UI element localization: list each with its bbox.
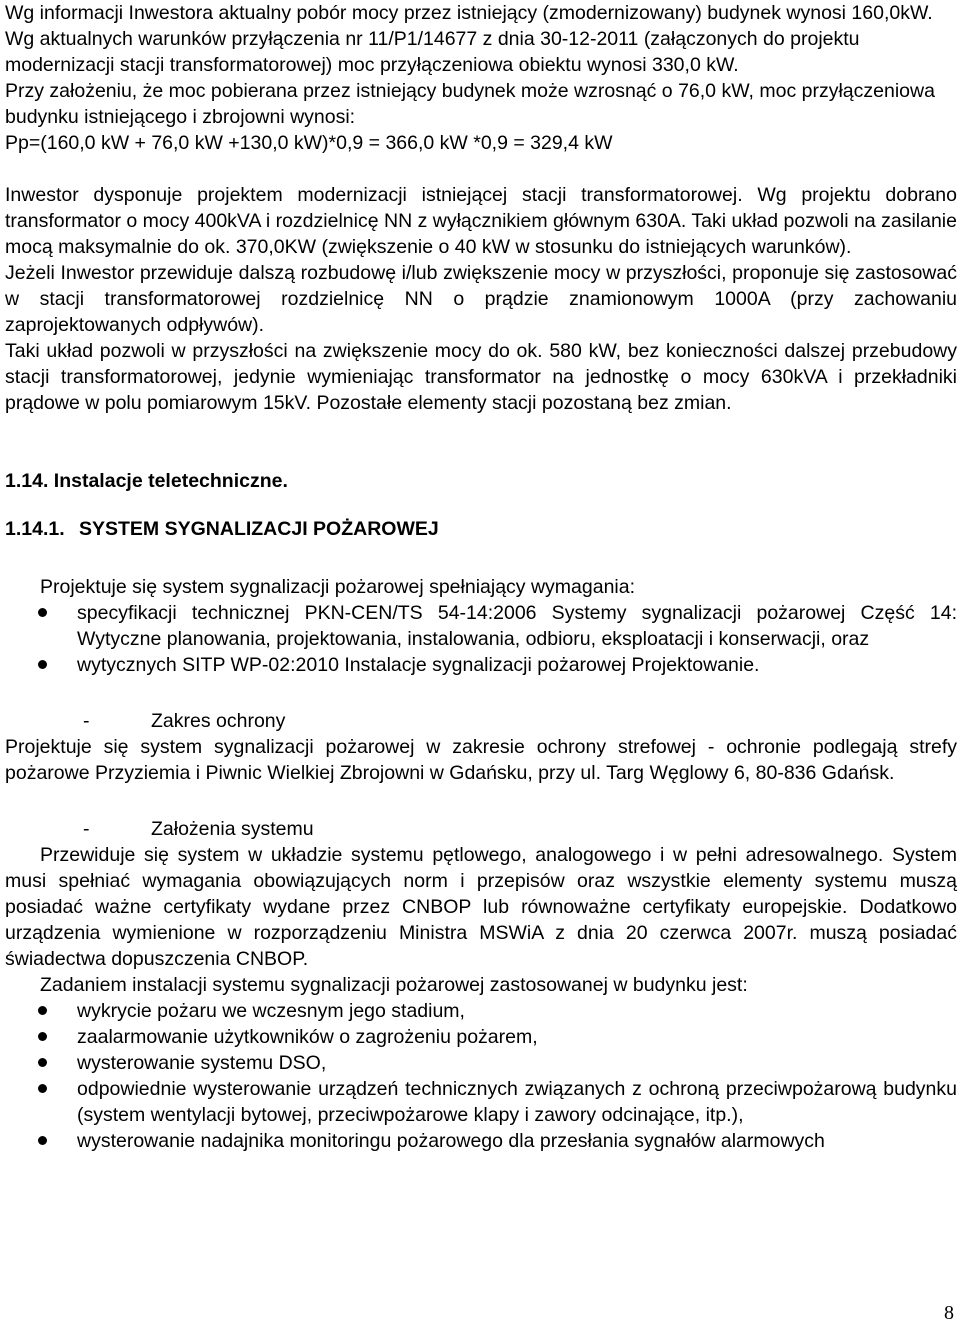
list-item: wysterowanie systemu DSO, bbox=[5, 1050, 957, 1076]
investor-paragraph-3: Taki układ pozwoli w przyszłości na zwiększenie mocy do ok. 580 kW, bez konieczności dalszej przebudowy stacji transformatorowej, jedynie wymieniając transformator na jednostkę o mocy 630kVA i przekładniki prądowe w polu pomiarowym 15kV. Pozostałe elementy stacji pozostaną bez zmian. bbox=[5, 340, 957, 414]
list-item: wykrycie pożaru we wczesnym jego stadium, bbox=[5, 998, 957, 1024]
scope-heading bbox=[5, 708, 957, 734]
section-number: 1.14. bbox=[5, 470, 49, 492]
assumptions-heading bbox=[5, 816, 957, 842]
list-item: zaalarmowanie użytkowników o zagrożeniu pożarem, bbox=[5, 1024, 957, 1050]
investor-paragraph-2: Jeżeli Inwestor przewiduje dalszą rozbudowę i/lub zwiększenie mocy w przyszłości, proponuje się zastosować w stacji transformatorowej rozdzielnicę NN o prądzie znamionowym 1000A (przy zachowaniu zaprojektowanych odpływów). bbox=[5, 262, 957, 336]
spacer bbox=[5, 786, 957, 816]
list-item: odpowiednie wysterowanie urządzeń technicznych związanych z ochroną przeciwpożarową budynku (system wentylacji bytowej, przeciwpożarowe klapy i zawory odcinające, itp.), bbox=[5, 1076, 957, 1128]
power-paragraph-2: Wg aktualnych warunków przyłączenia nr 11/P1/14677 z dnia 30-12-2011 (załączonych do projektu modernizacji stacji transformatorowej) moc przyłączeniowa obiektu wynosi 330,0 kW. bbox=[5, 28, 860, 76]
list-item: wysterowanie nadajnika monitoringu pożarowego dla przesłania sygnałów alarmowych bbox=[5, 1128, 957, 1154]
section-heading-1-14-1 bbox=[5, 516, 957, 542]
assumptions-heading-text: Założenia systemu bbox=[151, 818, 314, 840]
dash-marker: - bbox=[83, 818, 90, 840]
list-item: wytycznych SITP WP-02:2010 Instalacje sygnalizacji pożarowej Projektowanie. bbox=[5, 652, 957, 678]
spacer bbox=[5, 542, 957, 574]
list-item: specyfikacji technicznej PKN-CEN/TS 54-14:2006 Systemy sygnalizacji pożarowej Część 14: Wytyczne planowania, projektowania, instalowania, odbioru, eksploatacji i konserwacji, oraz bbox=[5, 600, 957, 652]
section-heading-1-14 bbox=[5, 468, 957, 494]
tasks-intro: Zadaniem instalacji systemu sygnalizacji pożarowej zastosowanej w budynku jest: bbox=[40, 974, 748, 996]
spacer bbox=[5, 156, 957, 182]
spacer bbox=[5, 678, 957, 708]
spacer bbox=[5, 494, 957, 516]
section-title: Instalacje teletechniczne. bbox=[53, 470, 288, 492]
spacer bbox=[5, 416, 957, 468]
scope-paragraph: Projektuje się system sygnalizacji pożarowej w zakresie ochrony strefowej - ochronie podlegają strefy pożarowe Przyziemia i Piwnic Wielkiej Zbrojowni w Gdańsku, przy ul. Targ Węglowy 6, 80-836 Gdańsk. bbox=[5, 736, 957, 784]
dash-marker: - bbox=[83, 710, 90, 732]
power-paragraph-3: Przy założeniu, że moc pobierana przez istniejący budynek może wzrosnąć o 76,0 kW, moc przyłączeniowa budynku istniejącego i zbrojowni wynosi: bbox=[5, 80, 935, 128]
section-number: 1.14.1. bbox=[5, 518, 65, 540]
power-paragraph-1: Wg informacji Inwestora aktualny pobór mocy przez istniejący (zmodernizowany) budynek wynosi 160,0kW. bbox=[5, 2, 933, 24]
power-formula: Pp=(160,0 kW + 76,0 kW +130,0 kW)*0,9 = 366,0 kW *0,9 = 329,4 kW bbox=[5, 132, 613, 154]
page-number: 8 bbox=[944, 1302, 954, 1324]
requirements-list bbox=[5, 600, 957, 678]
assumptions-paragraph: Przewiduje się system w układzie systemu pętlowego, analogowego i w pełni adresowalnego. System musi spełniać wymagania obowiązujących norm i przepisów oraz wszystkie elementy systemu muszą posiadać ważne certyfikaty wydane przez CNBOP lub równoważne certyfikaty europejskie. Dodatkowo urządzenia wymienione w rozporządzeniu Ministra MSWiA z dnia 20 czerwca 2007r. muszą posiadać świadectwa dopuszczenia CNBOP. bbox=[5, 844, 957, 970]
document-page bbox=[5, 0, 957, 1154]
section-title: SYSTEM SYGNALIZACJI POŻAROWEJ bbox=[79, 518, 439, 540]
scope-heading-text: Zakres ochrony bbox=[151, 710, 286, 732]
requirements-intro: Projektuje się system sygnalizacji pożarowej spełniający wymagania: bbox=[40, 576, 636, 598]
tasks-list bbox=[5, 998, 957, 1154]
investor-paragraph-1: Inwestor dysponuje projektem modernizacji istniejącej stacji transformatorowej. Wg projektu dobrano transformator o mocy 400kVA i rozdzielnicę NN z wyłącznikiem głównym 630A. Taki układ pozwoli na zasilanie mocą maksymalnie do ok. 370,0KW (zwiększenie o 40 kW w stosunku do istniejących warunków). bbox=[5, 184, 957, 258]
